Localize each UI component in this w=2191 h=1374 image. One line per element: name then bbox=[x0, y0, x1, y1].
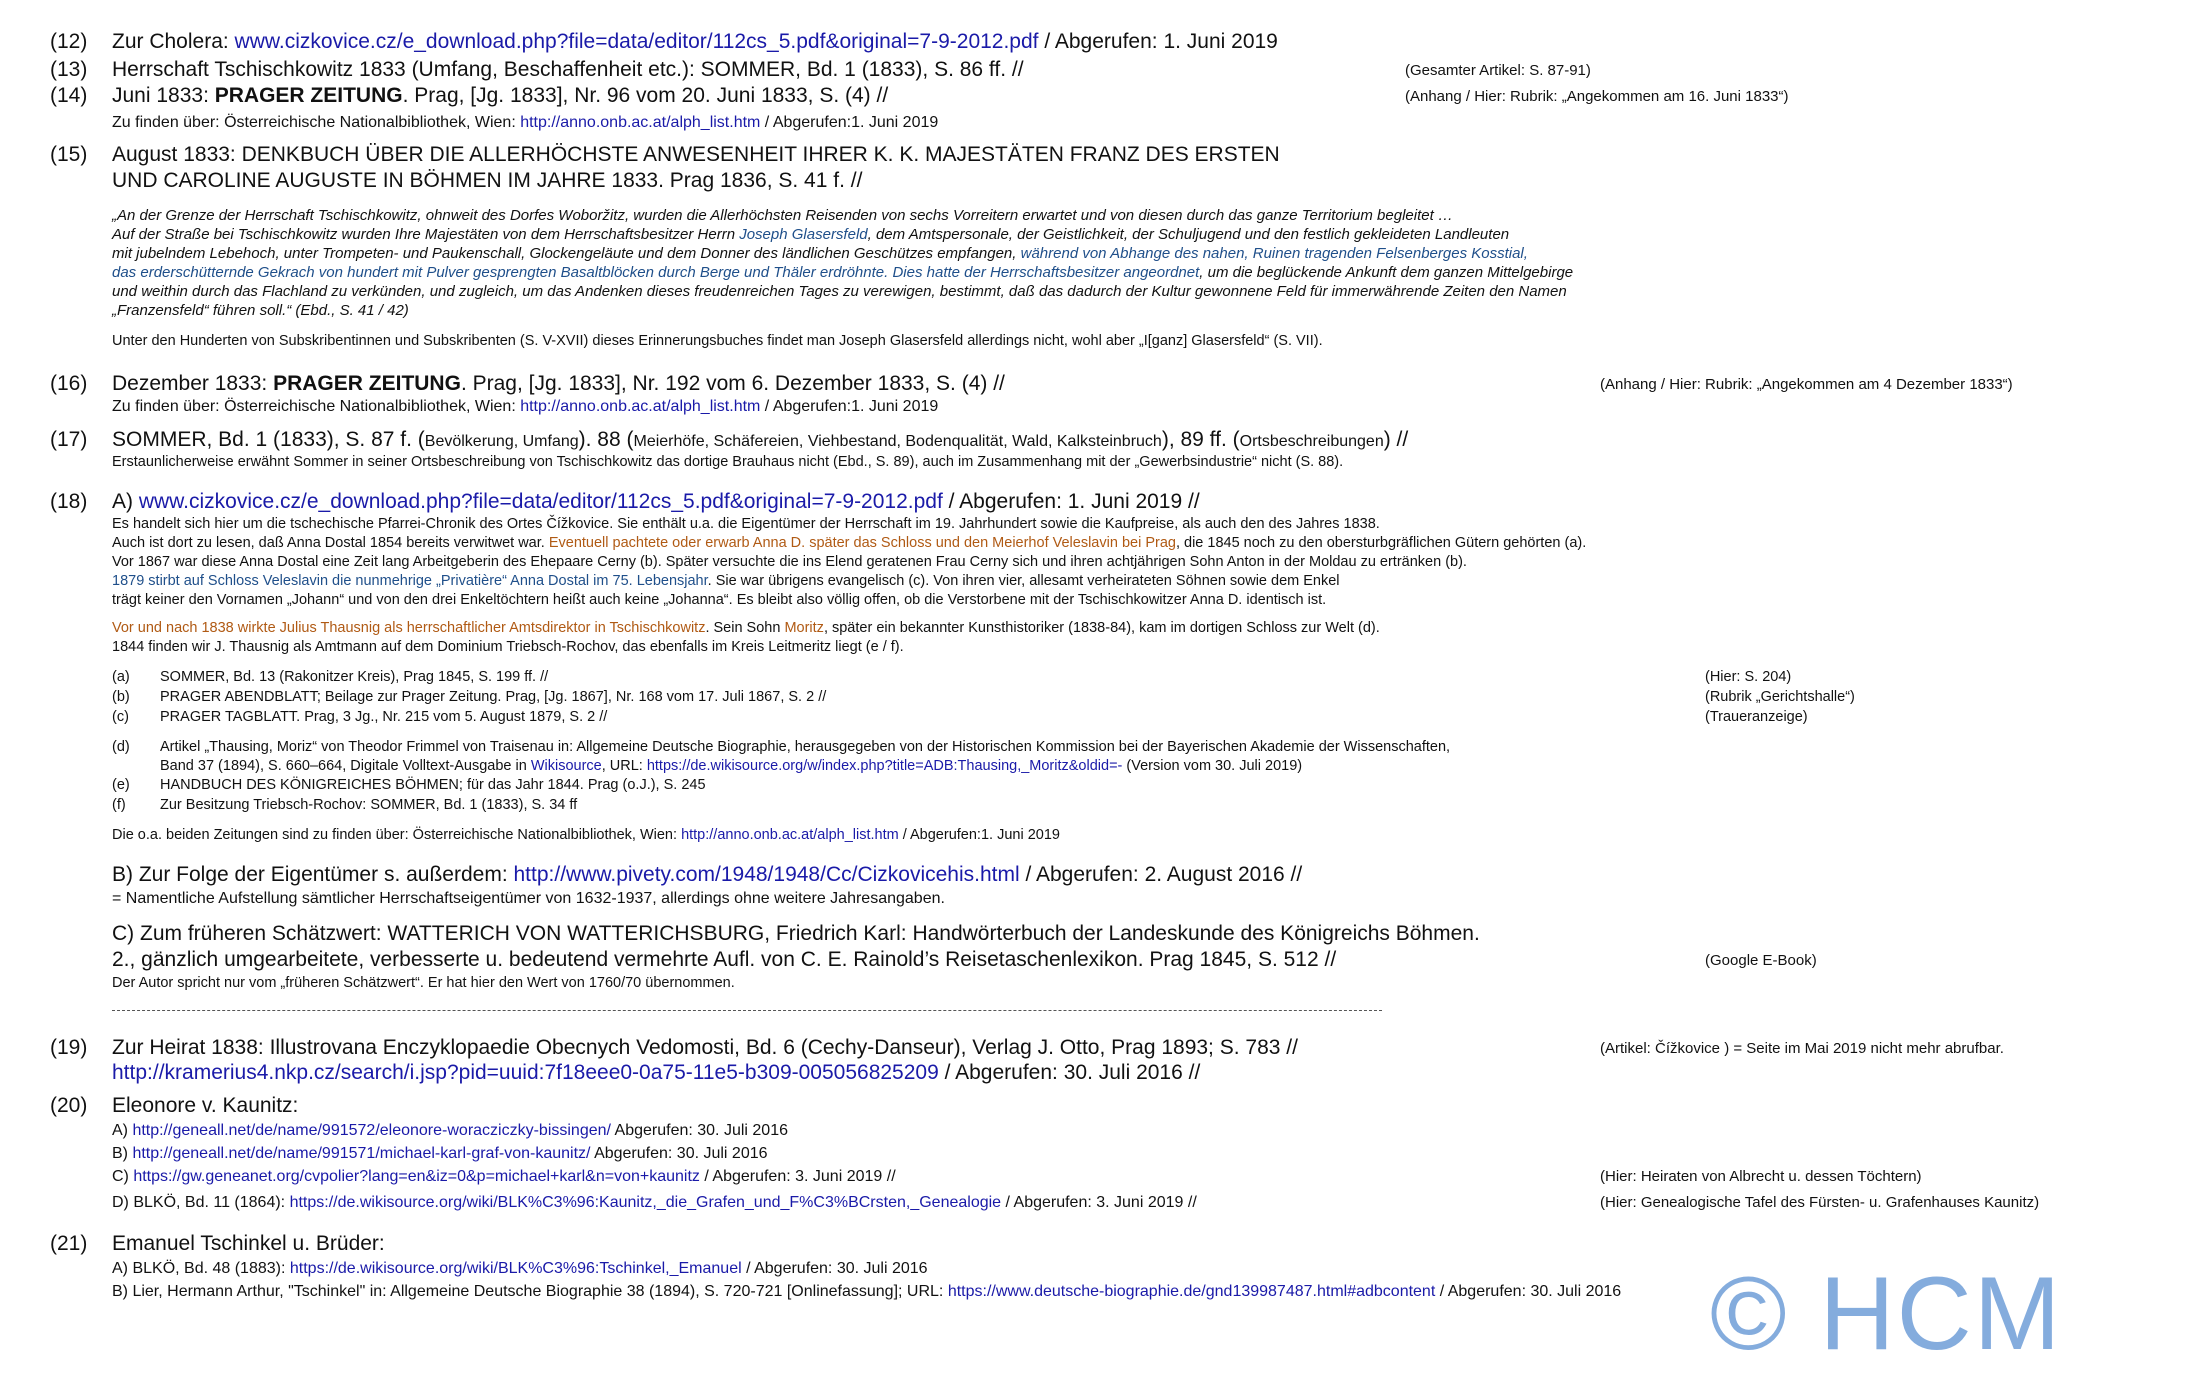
entry-18-c-note: (Google E-Book) bbox=[1705, 952, 1817, 969]
ref-f-key: (f) bbox=[112, 797, 126, 813]
entry-13-note: (Gesamter Artikel: S. 87-91) bbox=[1405, 62, 1591, 79]
entry-15-quote-6: „Franzensfeld“ führen soll.“ (Ebd., S. 41 / 42) bbox=[112, 302, 409, 319]
entry-14-source-link[interactable]: http://anno.onb.ac.at/alph_list.htm bbox=[520, 114, 761, 131]
entry-15-quote-1: „An der Grenze der Herrschaft Tschischkowitz, ohnweit des Dorfes Woboržitz, wurden die Allerhöchsten Reisenden von sechs Vorreitern erwartet und von diesen durch das ganze Territorium begleitet … bbox=[112, 207, 1453, 224]
entry-18-number: (18) bbox=[50, 490, 88, 513]
ref-a-text: SOMMER, Bd. 13 (Rakonitzer Kreis), Prag 1845, S. 199 ff. // bbox=[160, 669, 549, 685]
ref-d-text-1: Artikel „Thausing, Moriz“ von Theodor Frimmel von Traisenau in: Allgemeine Deutsche Biographie, herausgegeben von der Historischen Kommission bei der Bayerischen Akademie der Wissenschaften, bbox=[160, 739, 1451, 755]
entry-13-number: (13) bbox=[50, 58, 88, 81]
entry-20-d-link[interactable]: https://de.wikisource.org/wiki/BLK%C3%96:Kaunitz,_die_Grafen_und_F%C3%BCrsten,_Genealogie bbox=[289, 1194, 1002, 1211]
ref-a-note: (Hier: S. 204) bbox=[1705, 669, 1792, 685]
entry-19-line: Zur Heirat 1838: Illustrovana Enczyklopaedie Obecnych Vedomosti, Bd. 6 (Cechy-Danseur), Verlag J. Otto, Prag 1893; S. 783 // bbox=[112, 1036, 1298, 1059]
entry-14-note: (Anhang / Hier: Rubrik: „Angekommen am 16. Juni 1833“) bbox=[1405, 88, 1789, 105]
entry-14-source: Zu finden über: Österreichische Nationalbibliothek, Wien: http://anno.onb.ac.at/alph_list.htm / Abgerufen:1. Juni 2019 bbox=[112, 114, 939, 131]
entry-18-b-link[interactable]: http://www.pivety.com/1948/1948/Cc/Cizkovicehis.html bbox=[513, 863, 1020, 886]
entry-18-para-6: Vor und nach 1838 wirkte Julius Thausnig als herrschaftlicher Amtsdirektor in Tschischkowitz. Sein Sohn Moritz, später ein bekannter Kunsthistoriker (1838-84), kam im dortigen Schloss zur Welt (d). bbox=[112, 620, 1380, 636]
entry-15-line-1: August 1833: DENKBUCH ÜBER DIE ALLERHÖCHSTE ANWESENHEIT IHRER K. K. MAJESTÄTEN FRANZ DES ERSTEN bbox=[112, 143, 1280, 166]
entry-21-b: B) Lier, Hermann Arthur, "Tschinkel" in: Allgemeine Deutsche Biographie 38 (1894), S. 720-721 [Onlinefassung]; URL: https://www.deutsche-biographie.de/gnd139987487.html#adbcontent / Abgerufen: 30. Juli 2016 bbox=[112, 1283, 1622, 1300]
entry-14-line: Juni 1833: PRAGER ZEITUNG. Prag, [Jg. 1833], Nr. 96 vom 20. Juni 1833, S. (4) // bbox=[112, 84, 889, 107]
entry-20-d: D) BLKÖ, Bd. 11 (1864): https://de.wikisource.org/wiki/BLK%C3%96:Kaunitz,_die_Grafen_und_F%C3%BCrsten,_Genealogie / Abgerufen: 3. Juni 2019 // bbox=[112, 1194, 1197, 1211]
entry-17-remark: Erstaunlicherweise erwähnt Sommer in seiner Ortsbeschreibung von Tschischkowitz das dortige Brauhaus nicht (Ebd., S. 89), auch im Zusammenhang mit der „Gewerbsindustrie“ nicht (S. 88). bbox=[112, 454, 1344, 470]
entry-18-para-4: 1879 stirbt auf Schloss Veleslavin die nunmehrige „Privatière“ Anna Dostal im 75. Lebensjahr. Sie war übrigens evangelisch (c). Von ihren vier, allesamt verheirateten Söhnen sowie dem Enkel bbox=[112, 573, 1340, 589]
entry-21-a: A) BLKÖ, Bd. 48 (1883): https://de.wikisource.org/wiki/BLK%C3%96:Tschinkel,_Emanuel / Abgerufen: 30. Juli 2016 bbox=[112, 1260, 928, 1277]
ref-c-text: PRAGER TAGBLATT. Prag, 3 Jg., Nr. 215 vom 5. August 1879, S. 2 // bbox=[160, 709, 608, 725]
separator-rule bbox=[112, 1010, 1382, 1011]
entry-20-number: (20) bbox=[50, 1094, 88, 1117]
entry-18-line: A) www.cizkovice.cz/e_download.php?file=data/editor/112cs_5.pdf&original=7-9-2012.pdf / Abgerufen: 1. Juni 2019 // bbox=[112, 490, 1200, 513]
entry-20-c: C) https://gw.geneanet.org/cvpolier?lang=en&iz=0&p=michael+karl&n=von+kaunitz / Abgerufen: 3. Juni 2019 // bbox=[112, 1168, 896, 1185]
entry-20-b: B) http://geneall.net/de/name/991571/michael-karl-graf-von-kaunitz/ Abgerufen: 30. Juli 2016 bbox=[112, 1145, 768, 1162]
copyright-watermark: © HCM bbox=[1710, 1256, 2063, 1372]
entry-21-a-link[interactable]: https://de.wikisource.org/wiki/BLK%C3%96:Tschinkel,_Emanuel bbox=[289, 1260, 742, 1277]
entry-19-link[interactable]: http://kramerius4.nkp.cz/search/i.jsp?pid=uuid:7f18eee0-0a75-11e5-b309-005056825209 bbox=[112, 1061, 939, 1084]
entry-18-para-3: Vor 1867 war diese Anna Dostal eine Zeit lang Arbeitgeberin des Ehepaare Cerny (b). Später versuchte die ins Elend geratenen Frau Cerny sich und ihren achtjährigen Sohn Anton in der Moldau zu ertränken (b). bbox=[112, 554, 1467, 570]
ref-c-note: (Traueranzeige) bbox=[1705, 709, 1808, 725]
ref-f-text: Zur Besitzung Triebsch-Rochov: SOMMER, Bd. 1 (1833), S. 34 ff bbox=[160, 797, 578, 813]
entry-13-line: Herrschaft Tschischkowitz 1833 (Umfang, Beschaffenheit etc.): SOMMER, Bd. 1 (1833), S. 86 ff. // bbox=[112, 58, 1024, 81]
entry-18-b-remark: = Namentliche Aufstellung sämtlicher Herrschaftseigentümer von 1632-1937, allerdings ohne weitere Jahresangaben. bbox=[112, 890, 945, 907]
entry-19-number: (19) bbox=[50, 1036, 88, 1059]
ref-e-text: HANDBUCH DES KÖNIGREICHES BÖHMEN; für das Jahr 1844. Prag (o.J.), S. 245 bbox=[160, 777, 706, 793]
entry-16-number: (16) bbox=[50, 372, 88, 395]
entry-16-line: Dezember 1833: PRAGER ZEITUNG. Prag, [Jg. 1833], Nr. 192 vom 6. Dezember 1833, S. (4) // bbox=[112, 372, 1005, 395]
entry-16-source: Zu finden über: Österreichische Nationalbibliothek, Wien: http://anno.onb.ac.at/alph_list.htm / Abgerufen:1. Juni 2019 bbox=[112, 398, 939, 415]
entry-18-c-line-1: C) Zum früheren Schätzwert: WATTERICH VON WATTERICHSBURG, Friedrich Karl: Handwörterbuch der Landeskunde des Königreichs Böhmen. bbox=[112, 922, 1480, 945]
entry-20-b-link[interactable]: http://geneall.net/de/name/991571/michael-karl-graf-von-kaunitz/ bbox=[132, 1145, 591, 1162]
entry-18-c-line-2: 2., gänzlich umgearbeitete, verbesserte u. bedeutend vermehrte Aufl. von C. E. Rainold’s Reisetaschenlexikon. Prag 1845, S. 512 // bbox=[112, 948, 1337, 971]
entry-18-para-7: 1844 finden wir J. Thausnig als Amtmann auf dem Dominium Triebsch-Rochov, das ebenfalls im Kreis Leitmeritz liegt (e / f). bbox=[112, 639, 904, 655]
entry-21-heading: Emanuel Tschinkel u. Brüder: bbox=[112, 1232, 385, 1255]
entry-18-newspapers-link[interactable]: http://anno.onb.ac.at/alph_list.htm bbox=[681, 827, 899, 843]
entry-18-link[interactable]: www.cizkovice.cz/e_download.php?file=data/editor/112cs_5.pdf&original=7-9-2012.pdf bbox=[138, 490, 943, 513]
entry-20-d-note: (Hier: Genealogische Tafel des Fürsten- u. Grafenhauses Kaunitz) bbox=[1600, 1194, 2040, 1211]
entry-15-line-2: UND CAROLINE AUGUSTE IN BÖHMEN IM JAHRE 1833. Prag 1836, S. 41 f. // bbox=[112, 169, 863, 192]
entry-20-a-link[interactable]: http://geneall.net/de/name/991572/eleonore-woracziczky-bissingen/ bbox=[132, 1122, 611, 1139]
ref-d-text-2: Band 37 (1894), S. 660–664, Digitale Volltext-Ausgabe in Wikisource, URL: https://de.wikisource.org/w/index.php?title=ADB:Thausing,_Moritz&oldid=- (Version vom 30. Juli 2019) bbox=[160, 758, 1303, 774]
entry-12-number: (12) bbox=[50, 30, 88, 53]
ref-b-note: (Rubrik „Gerichtshalle“) bbox=[1705, 689, 1855, 705]
ref-a-key: (a) bbox=[112, 669, 130, 685]
entry-20-a: A) http://geneall.net/de/name/991572/eleonore-woracziczky-bissingen/ Abgerufen: 30. Juli 2016 bbox=[112, 1122, 788, 1139]
entry-15-quote-5: und weithin durch das Flachland zu verkünden, und zugleich, um das Andenken dieses freudenreichen Tages zu verewigen, bestimmt, daß das dadurch der Kultur gewonnene Feld für immerwährende Zeiten den Namen bbox=[112, 283, 1567, 300]
entry-14-number: (14) bbox=[50, 84, 88, 107]
entry-19-note: (Artikel: Čížkovice ) = Seite im Mai 2019 nicht mehr abrufbar. bbox=[1600, 1040, 2004, 1057]
ref-b-key: (b) bbox=[112, 689, 130, 705]
entry-17-line: SOMMER, Bd. 1 (1833), S. 87 f. (Bevölkerung, Umfang). 88 (Meierhöfe, Schäfereien, Viehbestand, Bodenqualität, Wald, Kalksteinbruch), 89 ff. (Ortsbeschreibungen) // bbox=[112, 428, 1409, 451]
entry-18-b-line: B) Zur Folge der Eigentümer s. außerdem: http://www.pivety.com/1948/1948/Cc/Cizkovicehis.html / Abgerufen: 2. August 2016 // bbox=[112, 863, 1303, 886]
entry-12-link[interactable]: www.cizkovice.cz/e_download.php?file=data/editor/112cs_5.pdf&original=7-9-2012.pdf bbox=[234, 30, 1039, 53]
entry-18-para-5: trägt keiner den Vornamen „Johann“ und von den drei Enkeltöchtern heißt auch keine „Johanna“. Es bleibt also völlig offen, ob die Verstorbene mit der Tschischkowitzer Anna D. identisch ist. bbox=[112, 592, 1327, 608]
entry-20-c-link[interactable]: https://gw.geneanet.org/cvpolier?lang=en&iz=0&p=michael+karl&n=von+kaunitz bbox=[133, 1168, 700, 1185]
entry-18-para-2: Auch ist dort zu lesen, daß Anna Dostal 1854 bereits verwitwet war. Eventuell pachtete oder erwarb Anna D. später das Schloss und den Meierhof Veleslavin bei Prag, die 1845 noch zu den obersturbgräflichen Gütern gehörten (a). bbox=[112, 535, 1587, 551]
entry-15-remark: Unter den Hunderten von Subskribentinnen und Subskribenten (S. V-XVII) dieses Erinnerungsbuches findet man Joseph Glasersfeld allerdings nicht, wohl aber „I[ganz] Glasersfeld“ (S. VII). bbox=[112, 333, 1323, 349]
entry-18-c-remark: Der Autor spricht nur vom „früheren Schätzwert“. Er hat hier den Wert von 1760/70 übernommen. bbox=[112, 975, 735, 991]
entry-15-quote-2: Auf der Straße bei Tschischkowitz wurden Ihre Majestäten von dem Herrschaftsbesitzer Herrn Joseph Glasersfeld, dem Amtspersonale, der Geistlichkeit, der Schuljugend und den festlich gekleideten Landleuten bbox=[112, 226, 1510, 243]
ref-c-key: (c) bbox=[112, 709, 129, 725]
entry-20-c-note: (Hier: Heiraten von Albrecht u. dessen Töchtern) bbox=[1600, 1168, 1922, 1185]
entry-15-quote-3: mit jubelndem Lebehoch, unter Trompeten- und Paukenschall, Glockengeläute und dem Donner des ländlichen Geschützes empfangen, während von Abhange des nahen, Ruinen tragenden Felsenberges Kosstial, bbox=[112, 245, 1528, 262]
entry-18-para-1: Es handelt sich hier um die tschechische Pfarrei-Chronik des Ortes Čížkovice. Sie enthält u.a. die Eigentümer der Herrschaft im 19. Jahrhundert sowie die Kaufpreise, als auch den des Jahres 1838. bbox=[112, 516, 1380, 532]
entry-15-quote-4: das erderschütternde Gekrach von hundert mit Pulver gesprengten Basaltblöcken durch Berge und Thäler erdröhnte. Dies hatte der Herrschaftsbesitzer angeordnet, um die beglückende Ankunft dem ganzen Mittelgebirge bbox=[112, 264, 1574, 281]
entry-16-note: (Anhang / Hier: Rubrik: „Angekommen am 4 Dezember 1833“) bbox=[1600, 376, 2013, 393]
entry-12-line: Zur Cholera: www.cizkovice.cz/e_download.php?file=data/editor/112cs_5.pdf&original=7-9-2012.pdf / Abgerufen: 1. Juni 2019 bbox=[112, 30, 1278, 53]
wikisource-link[interactable]: Wikisource bbox=[530, 758, 602, 774]
entry-18-newspapers-source: Die o.a. beiden Zeitungen sind zu finden über: Österreichische Nationalbibliothek, Wien: http://anno.onb.ac.at/alph_list.htm / Abgerufen:1. Juni 2019 bbox=[112, 827, 1060, 843]
entry-21-number: (21) bbox=[50, 1232, 88, 1255]
entry-21-b-link[interactable]: https://www.deutsche-biographie.de/gnd139987487.html#adbcontent bbox=[947, 1283, 1436, 1300]
entry-20-heading: Eleonore v. Kaunitz: bbox=[112, 1094, 299, 1117]
ref-e-key: (e) bbox=[112, 777, 130, 793]
ref-d-link[interactable]: https://de.wikisource.org/w/index.php?title=ADB:Thausing,_Moritz&oldid=- bbox=[646, 758, 1123, 774]
entry-15-number: (15) bbox=[50, 143, 88, 166]
entry-16-source-link[interactable]: http://anno.onb.ac.at/alph_list.htm bbox=[520, 398, 761, 415]
entry-19-url-line: http://kramerius4.nkp.cz/search/i.jsp?pid=uuid:7f18eee0-0a75-11e5-b309-005056825209 / Abgerufen: 30. Juli 2016 // bbox=[112, 1061, 1201, 1084]
entry-17-number: (17) bbox=[50, 428, 88, 451]
ref-b-text: PRAGER ABENDBLATT; Beilage zur Prager Zeitung. Prag, [Jg. 1867], Nr. 168 vom 17. Juli 1867, S. 2 // bbox=[160, 689, 827, 705]
ref-d-key: (d) bbox=[112, 739, 130, 755]
